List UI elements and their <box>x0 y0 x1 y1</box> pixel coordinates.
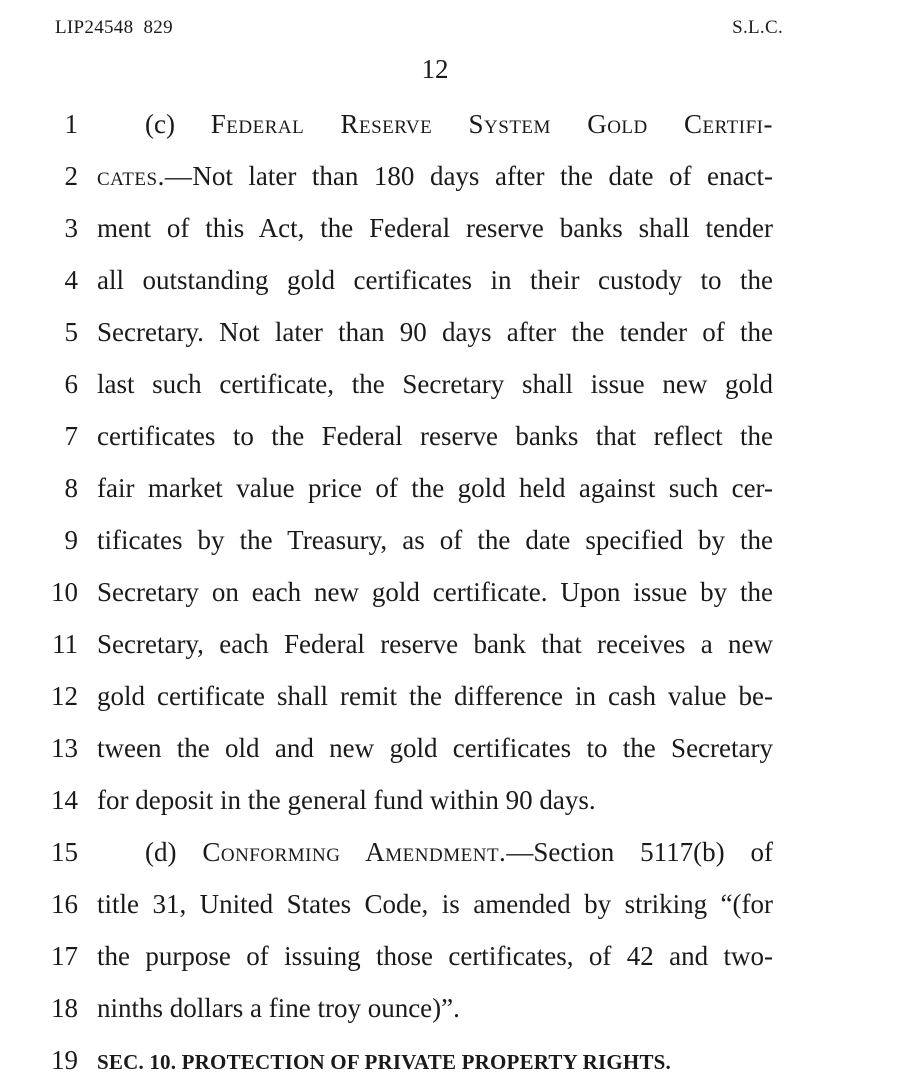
line-text <box>97 150 773 202</box>
text-line <box>28 514 773 566</box>
text-segment: for deposit in the general fund within 90 days. <box>97 785 596 815</box>
line-number: 12 <box>51 681 78 711</box>
line-number: 3 <box>64 213 78 243</box>
line-number: 7 <box>64 421 78 451</box>
text-lines <box>28 98 773 1086</box>
line-number: 16 <box>51 889 78 919</box>
line-text <box>97 306 773 358</box>
text-segment: all outstanding gold certificates in their custody to the <box>97 265 773 295</box>
text-segment: —Section 5117(b) of <box>506 837 773 867</box>
line-text <box>97 722 773 774</box>
line-text <box>97 410 773 462</box>
line-text <box>97 358 773 410</box>
line-text <box>97 566 773 618</box>
text-line <box>28 670 773 722</box>
text-line <box>28 930 773 982</box>
text-segment: last such certificate, the Secretary shall issue new gold <box>97 369 773 399</box>
text-segment: Federal Reserve System Gold Certifi- <box>210 109 773 139</box>
text-line <box>28 306 773 358</box>
line-number: 5 <box>64 317 78 347</box>
line-number: 6 <box>64 369 78 399</box>
text-segment: ment of this Act, the Federal reserve banks shall tender <box>97 213 773 243</box>
text-segment: title 31, United States Code, is amended by striking “(for <box>97 889 773 919</box>
text-segment: Secretary, each Federal reserve bank that receives a new <box>97 629 773 659</box>
text-line <box>28 1034 773 1086</box>
text-segment: tween the old and new gold certificates to the Secretary <box>97 733 773 763</box>
text-segment: Secretary. Not later than 90 days after the tender of the <box>97 317 773 347</box>
text-line <box>28 98 773 150</box>
line-text <box>97 826 773 878</box>
text-segment: Secretary on each new gold certificate. Upon issue by the <box>97 577 773 607</box>
line-text <box>97 774 773 826</box>
line-number: 14 <box>51 785 78 815</box>
text-segment: tificates by the Treasury, as of the date specified by the <box>97 525 773 555</box>
line-number: 1 <box>64 109 78 139</box>
text-line <box>28 358 773 410</box>
line-number: 4 <box>64 265 78 295</box>
slc-code: S.L.C. <box>732 17 783 38</box>
line-text <box>97 254 773 306</box>
line-text <box>97 514 773 566</box>
text-segment: the purpose of issuing those certificates, of 42 and two- <box>97 941 773 971</box>
line-text <box>97 618 773 670</box>
text-line <box>28 826 773 878</box>
text-segment: certificates to the Federal reserve banks that reflect the <box>97 421 773 451</box>
line-text <box>97 982 773 1034</box>
text-line <box>28 878 773 930</box>
page-number: 12 <box>421 54 449 84</box>
line-number: 13 <box>51 733 78 763</box>
text-line <box>28 982 773 1034</box>
line-number: 17 <box>51 941 78 971</box>
line-number: 19 <box>51 1045 78 1075</box>
text-line <box>28 722 773 774</box>
text-segment: gold certificate shall remit the difference in cash value be- <box>97 681 773 711</box>
line-text <box>97 1034 773 1086</box>
line-text <box>97 202 773 254</box>
line-text <box>97 98 773 150</box>
text-segment: fair market value price of the gold held against such cer- <box>97 473 773 503</box>
text-segment: Conforming Amendment. <box>202 837 507 867</box>
line-text <box>97 878 773 930</box>
text-line <box>28 254 773 306</box>
line-number: 10 <box>51 577 78 607</box>
text-segment: (d) <box>145 837 203 867</box>
text-line <box>28 618 773 670</box>
text-segment: Not later than 180 days after the date of enact- <box>192 161 773 191</box>
text-line <box>28 150 773 202</box>
line-number: 11 <box>52 629 78 659</box>
document-code: LIP24548 829 <box>55 17 173 38</box>
text-line <box>28 410 773 462</box>
text-line <box>28 202 773 254</box>
text-segment: SEC. 10. PROTECTION OF PRIVATE PROPERTY RIGHTS. <box>97 1050 671 1074</box>
line-number: 9 <box>64 525 78 555</box>
text-line <box>28 566 773 618</box>
text-line <box>28 462 773 514</box>
line-number: 15 <box>51 837 78 867</box>
text-line <box>28 774 773 826</box>
text-segment: (c) <box>145 109 211 139</box>
line-number: 18 <box>51 993 78 1023</box>
line-number: 2 <box>64 161 78 191</box>
line-text <box>97 670 773 722</box>
line-text <box>97 462 773 514</box>
line-number: 8 <box>64 473 78 503</box>
line-text <box>97 930 773 982</box>
text-segment: cates.— <box>97 161 193 191</box>
text-segment: ninths dollars a fine troy ounce)”. <box>97 993 460 1023</box>
